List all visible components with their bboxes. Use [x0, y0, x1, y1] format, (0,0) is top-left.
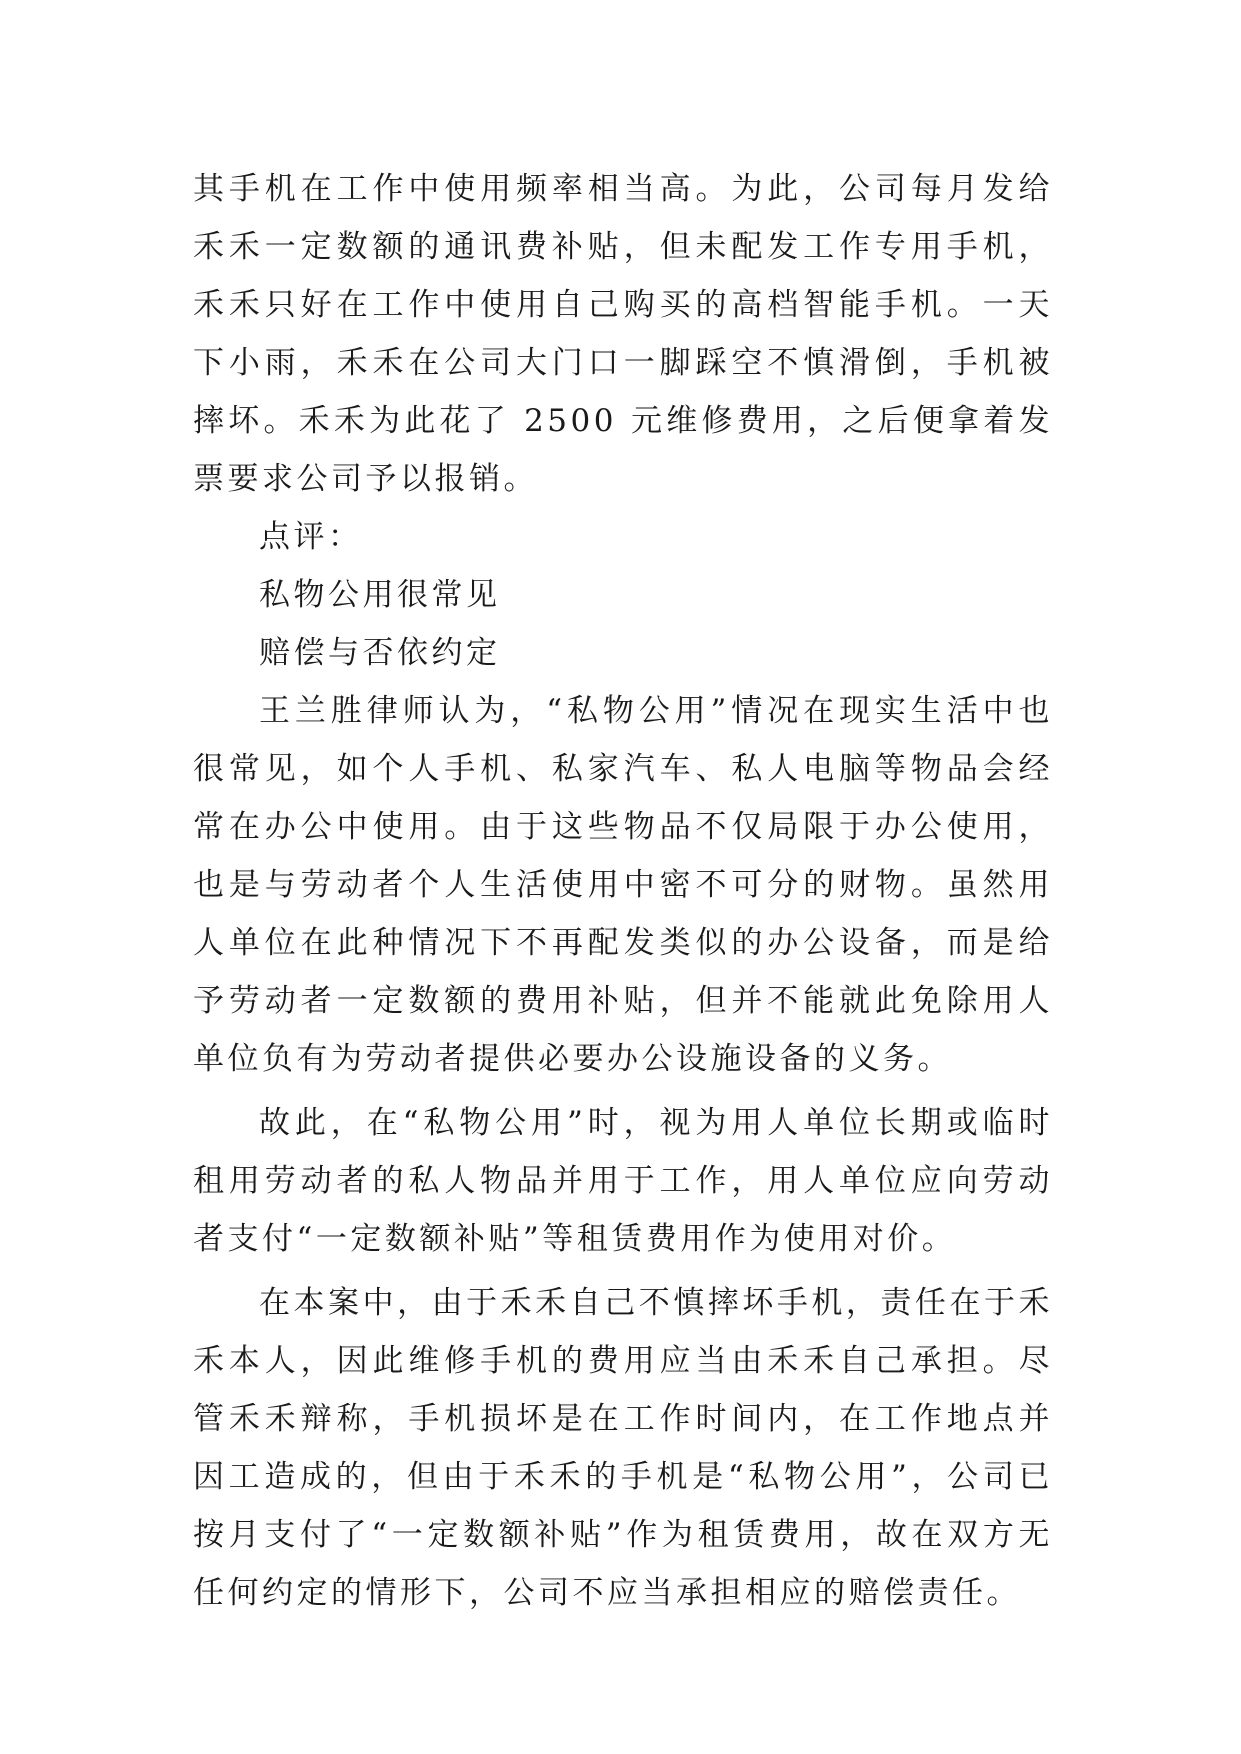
document-body — [193, 160, 1053, 1622]
paragraph-comment-label: 点评： — [259, 519, 363, 555]
paragraph-lawyer-opinion: 王兰胜律师认为，“私物公用”情况在现实生活中也很常见，如个人手机、私家汽车、私人电脑等物品会经常在办公中使用。由于这些物品不仅局限于办公使用，也是与劳动者个人生活使用中密不可分的财物。虽然用人单位在此种情况下不再配发类似的办公设备，而是给予劳动者一定数额的费用补贴，但并不能就此免除用人单位负有为劳动者提供必要办公设施设备的义务。 — [193, 693, 1053, 1077]
paragraph-rental-view: 故此，在“私物公用”时，视为用人单位长期或临时租用劳动者的私人物品并用于工作，用人单位应向劳动者支付“一定数额补贴”等租赁费用作为使用对价。 — [193, 1105, 1053, 1257]
paragraph-case-conclusion: 在本案中，由于禾禾自己不慎摔坏手机，责任在于禾禾本人，因此维修手机的费用应当由禾禾自己承担。尽管禾禾辩称，手机损坏是在工作时间内，在工作地点并因工造成的，但由于禾禾的手机是“私物公用”，公司已按月支付了“一定数额补贴”作为租赁费用，故在双方无任何约定的情形下，公司不应当承担相应的赔偿责任。 — [193, 1285, 1053, 1611]
subheading-private-use: 私物公用很常见 — [259, 577, 501, 613]
paragraph-case-continuation: 其手机在工作中使用频率相当高。为此，公司每月发给禾禾一定数额的通讯费补贴，但未配发工作专用手机，禾禾只好在工作中使用自己购买的高档智能手机。一天下小雨，禾禾在公司大门口一脚踩空不慎滑倒，手机被摔坏。禾禾为此花了 2500 元维修费用，之后便拿着发票要求公司予以报销。 — [193, 171, 1053, 497]
subheading-compensation: 赔偿与否依约定 — [259, 635, 501, 671]
